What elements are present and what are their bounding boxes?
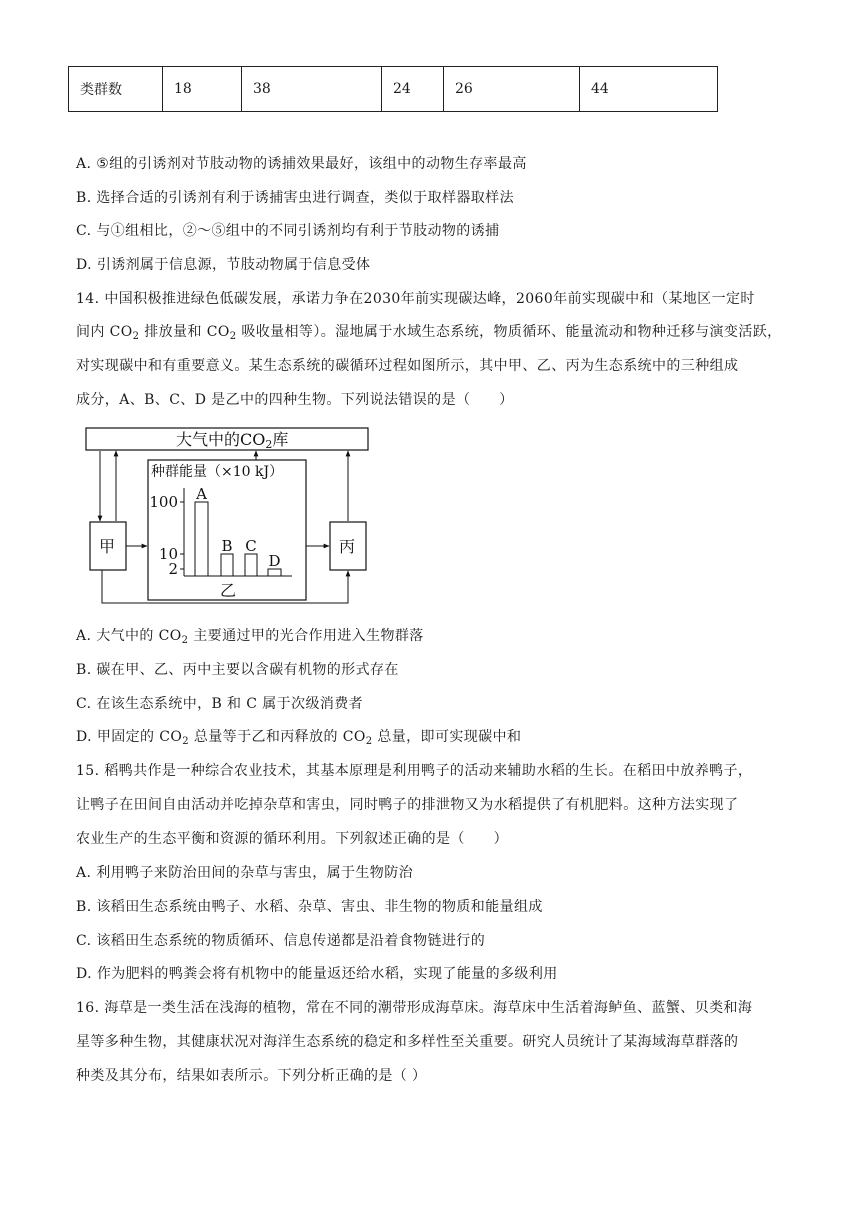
carbon-cycle-diagram [84,426,374,608]
q16-stem-line2: 星等多种生物，其健康状况对海洋生态系统的稳定和多样性至关重要。研究人员统计了某海域海草群落的 [76,1034,739,1050]
bar-a [195,502,208,576]
q15-stem-line2: 让鸭子在田间自由活动并吃掉杂草和害虫，同时鸭子的排泄物又为水稻提供了有机肥料。这种方法实现了 [76,797,739,813]
bar-label: A [196,485,207,503]
q13-option-a: A. ⑤组的引诱剂对节肢动物的诱捕效果最好，该组中的动物生存率最高 [76,156,527,172]
y-tick-label: 100 [149,493,178,511]
q15-option-b: B. 该稻田生态系统由鸭子、水稻、杂草、害虫、非生物的物质和能量组成 [76,899,543,915]
y-tick-label: 10 [158,545,178,563]
q16-stem-line1: 16. 海草是一类生活在浅海的植物，常在不同的潮带形成海草床。海草床中生活着海鲈鱼、蓝蟹、贝类和海 [76,1000,753,1016]
q13-option-b: B. 选择合适的引诱剂有利于诱捕害虫进行调查，类似于取样器取样法 [76,190,514,206]
q15-option-c: C. 该稻田生态系统的物质循环、信息传递都是沿着食物链进行的 [76,933,486,949]
bar-d [268,569,281,576]
q16-stem-line3: 种类及其分布，结果如表所示。下列分析正确的是（ ） [76,1068,427,1084]
decomposer-bing-label: 丙 [339,537,356,556]
q14-option-d: D. 甲固定的 $CO_2$ 总量等于乙和丙释放的 $CO_2$ 总量，即可实现碳中和 [76,729,522,747]
bar-label: B [221,537,233,555]
q14-stem-line3: 对实现碳中和有重要意义。某生态系统的碳循环过程如图所示，其中甲、乙、丙为生态系统中的三种组成 [76,358,739,374]
table-cell: 44 [580,67,718,112]
chart-title: 种群能量（×10 kJ） [151,464,284,480]
q13-option-c: C. 与①组相比，②～⑤组中的不同引诱剂均有利于节肢动物的诱捕 [76,223,500,239]
table-cell: 18 [163,67,242,112]
bar-b [221,554,233,576]
x-axis-label: 乙 [220,581,237,600]
table-cell: 24 [382,67,444,112]
q15-stem-line3: 农业生产的生态平衡和资源的循环利用。下列叙述正确的是（ ） [76,831,508,847]
q14-stem-line2: 间内 $CO_2$ 排放量和 $CO_2$ 吸收量相等）。湿地属于水域生态系统，物质循环、能量流动和物种迁移与演变活跃， [76,324,782,342]
bar-c [245,554,257,576]
producer-jia-label: 甲 [99,537,116,556]
q14-option-a: A. 大气中的 $CO_2$ 主要通过甲的光合作用进入生物群落 [76,628,424,646]
q14-option-c: C. 在该生态系统中，B 和 C 属于次级消费者 [76,696,364,712]
q15-option-d: D. 作为肥料的鸭粪会将有机物中的能量返还给水稻，实现了能量的多级利用 [76,966,558,982]
table-cell: 26 [444,67,580,112]
q15-stem-line1: 15. 稻鸭共作是一种综合农业技术，其基本原理是利用鸭子的活动来辅助水稻的生长。在稻田中放养鸭子， [76,763,753,779]
table-cell: 38 [242,67,382,112]
bar-label: D [268,552,281,570]
q15-option-a: A. 利用鸭子来防治田间的杂草与害虫，属于生物防治 [76,865,414,881]
table-row-label: 类群数 [69,67,163,112]
q14-stem-line4: 成分，A、B、C、D 是乙中的四种生物。下列说法错误的是（ ） [76,392,514,408]
q14-option-b: B. 碳在甲、乙、丙中主要以含碳有机物的形式存在 [76,662,399,678]
y-tick-label: 2 [168,560,178,578]
bar-label: C [245,537,257,555]
table-row [69,67,718,112]
atmosphere-co2-label: 大气中的CO2库 [176,430,289,451]
group-count-table [68,66,718,112]
q14-stem-line1: 14. 中国积极推进绿色低碳发展，承诺力争在2030年前实现碳达峰，2060年前实现碳中和（某地区一定时 [76,291,755,307]
consumer-yi-box [148,460,306,600]
q13-option-d: D. 引诱剂属于信息源，节肢动物属于信息受体 [76,257,371,273]
